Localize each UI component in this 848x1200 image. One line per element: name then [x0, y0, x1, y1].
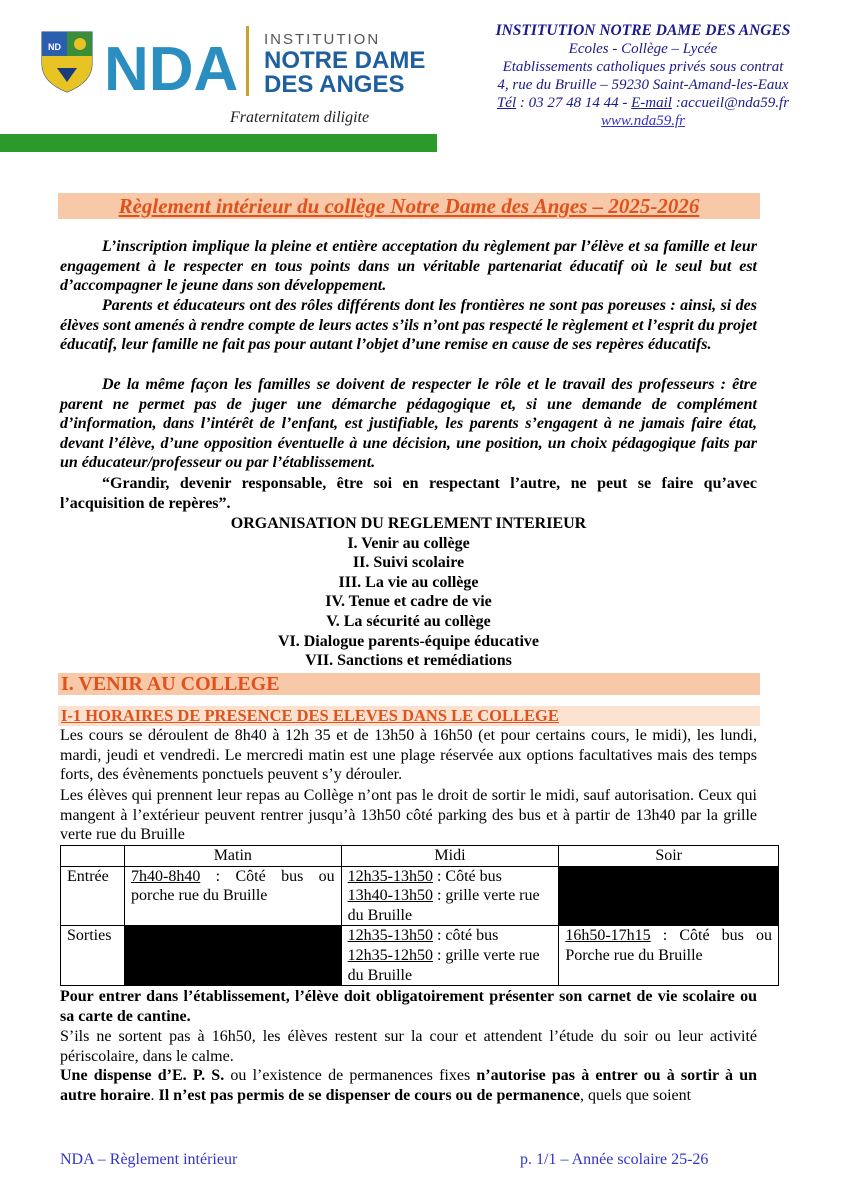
intro-quote: “Grandir, devenir responsable, être soi en respectant l’autre, ne peut se faire qu’avec l’acquisition de repères”. — [60, 475, 757, 512]
logo-motto: Fraternitatem diligite — [230, 109, 370, 126]
subsection-heading-band — [58, 706, 760, 726]
footer-page-info: p. 1/1 – Année scolaire 25-26 — [520, 1151, 709, 1168]
toc-item: I. Venir au collège — [347, 534, 470, 552]
intro-paragraph-1: L’inscription implique la pleine et entière acceptation du règlement par l’élève et sa famille et leur engagement à le respecter en tous points dans un véritable partenariat éducatif où le seul but est d’accompagner le jeune dans son développement. — [60, 238, 757, 295]
svg-text:ND: ND — [48, 42, 61, 52]
toc-item: VII. Sanctions et remédiations — [305, 652, 512, 670]
document-title: Règlement intérieur du collège Notre Dame des Anges – 2025-2026 — [118, 194, 700, 218]
body-paragraph: Une dispense d’E. P. S. ou l’existence de permanences fixes n’autorise pas à entrer ou à sortir à un autre horaire. Il n’est pas permis de se dispenser de cours ou de permanence, quels que soient — [60, 1067, 758, 1104]
table-cell: 16h50-17h15 : Côté bus ou Porche rue du Bruille — [559, 926, 779, 986]
body-paragraph: Les élèves qui prennent leur repas au Collège n’ont pas le droit de sortir le midi, sauf autorisation. Ceux qui mangent à l’extérieur peuvent rentrer jusqu’à 13h50 côté parking des bus et à partir de 13h40 par la grille verte rue du Bruille — [60, 787, 757, 844]
footer-left: NDA – Règlement intérieur — [60, 1151, 238, 1168]
table-cell: 12h35-13h50 : côté bus 12h35-12h50 : grille verte rue du Bruille — [341, 926, 559, 986]
table-row — [61, 866, 779, 926]
tel-label: Tél — [496, 95, 517, 111]
schools-line: Ecoles - Collège – Lycée — [568, 41, 718, 57]
email-label[interactable]: E-mail — [631, 95, 672, 111]
table-cell: 7h40-8h40 : Côté bus ou porche rue du Bruille — [124, 866, 341, 926]
org-name: INSTITUTION NOTRE DAME DES ANGES — [495, 22, 791, 39]
toc-heading: ORGANISATION DU REGLEMENT INTERIEUR — [230, 515, 587, 532]
logo-line1: INSTITUTION — [264, 31, 381, 48]
hours-table — [60, 845, 779, 986]
logo-monogram: NDA — [104, 35, 239, 104]
logo-line3: DES ANGES — [264, 71, 405, 98]
toc-item: II. Suivi scolaire — [352, 554, 465, 572]
body-paragraph: S’ils ne sortent pas à 16h50, les élèves restent sur la cour et attendent l’étude du soir ou leur activité périscolaire, dans le calme. — [60, 1028, 757, 1065]
toc-item: VI. Dialogue parents-équipe éducative — [277, 632, 540, 650]
status-line: Etablissements catholiques privés sous contrat — [502, 59, 784, 75]
subsection-title: I-1 HORAIRES DE PRESENCE DES ELEVES DANS LE COLLEGE — [61, 706, 559, 725]
toc-item: V. La sécurité au collège — [326, 612, 491, 630]
toc-item: III. La vie au collège — [338, 573, 479, 591]
intro-paragraph-2: Parents et éducateurs ont des rôles différents dont les frontières ne sont pas poreuses : ainsi, si des élèves sont amenés à rendre compte de leurs actes s’ils n’ont pas respecté le règlement et l’esprit du projet éducatif, leur famille ne fait pas pour autant l’objet d’une remise en cause de ses repères éducatifs. — [60, 297, 757, 354]
table-header-row — [61, 846, 779, 867]
table-corner-cell — [61, 846, 125, 867]
column-header: Soir — [559, 846, 779, 867]
header-contact-block — [456, 22, 830, 130]
section-heading-band — [58, 673, 760, 695]
table-row — [61, 926, 779, 986]
bold-rule-paragraph: Pour entrer dans l’établissement, l’élève doit obligatoirement présenter son carnet de vie scolaire ou sa carte de cantine. — [60, 988, 757, 1025]
row-header: Entrée — [61, 866, 125, 926]
coat-of-arms-icon — [42, 32, 92, 92]
intro-paragraph-3: De la même façon les familles se doivent de respecter le rôle et le travail des professeurs : être parent ne permet pas de juger une démarche pédagogique et, si une demande de complément d’information, dans l’intérêt de l’enfant, est justifiable, les parents s’engagent à ne jamais faire état, devant l’élève, d’une opposition éventuelle à une décision, une position, un choix pédagogique faits par un éducateur/professeur ou par l’établissement. — [60, 376, 757, 472]
logo-line2: NOTRE DAME — [264, 47, 426, 74]
row-header: Sorties — [61, 926, 125, 986]
blacked-out-cell — [559, 866, 779, 926]
email-value[interactable]: :accueil@nda59.fr — [671, 95, 790, 111]
address-line: 4, rue du Bruille – 59230 Saint-Amand-les-Eaux — [497, 77, 789, 93]
section-title: I. VENIR AU COLLEGE — [61, 673, 280, 695]
nda-logo — [40, 26, 440, 130]
column-header: Midi — [341, 846, 559, 867]
body-paragraph: Les cours se déroulent de 8h40 à 12h 35 et de 13h50 à 16h50 (et pour certains cours, le midi), les lundi, mardi, jeudi et vendredi. Le mercredi matin est une plage réservée aux options facultatives mais des temps forts, des évènements ponctuels peuvent s’y dérouler. — [60, 727, 757, 784]
blacked-out-cell — [124, 926, 341, 986]
header-green-bar — [0, 134, 437, 152]
title-band — [58, 193, 760, 219]
column-header: Matin — [124, 846, 341, 867]
toc-item: IV. Tenue et cadre de vie — [325, 593, 492, 611]
contact-line — [456, 94, 830, 112]
table-cell: 12h35-13h50 : Côté bus 13h40-13h50 : grille verte rue du Bruille — [341, 866, 559, 926]
table-of-contents — [60, 514, 757, 671]
website-link[interactable]: www.nda59.fr — [601, 113, 685, 129]
tel-value: : 03 27 48 14 44 - — [516, 95, 632, 111]
